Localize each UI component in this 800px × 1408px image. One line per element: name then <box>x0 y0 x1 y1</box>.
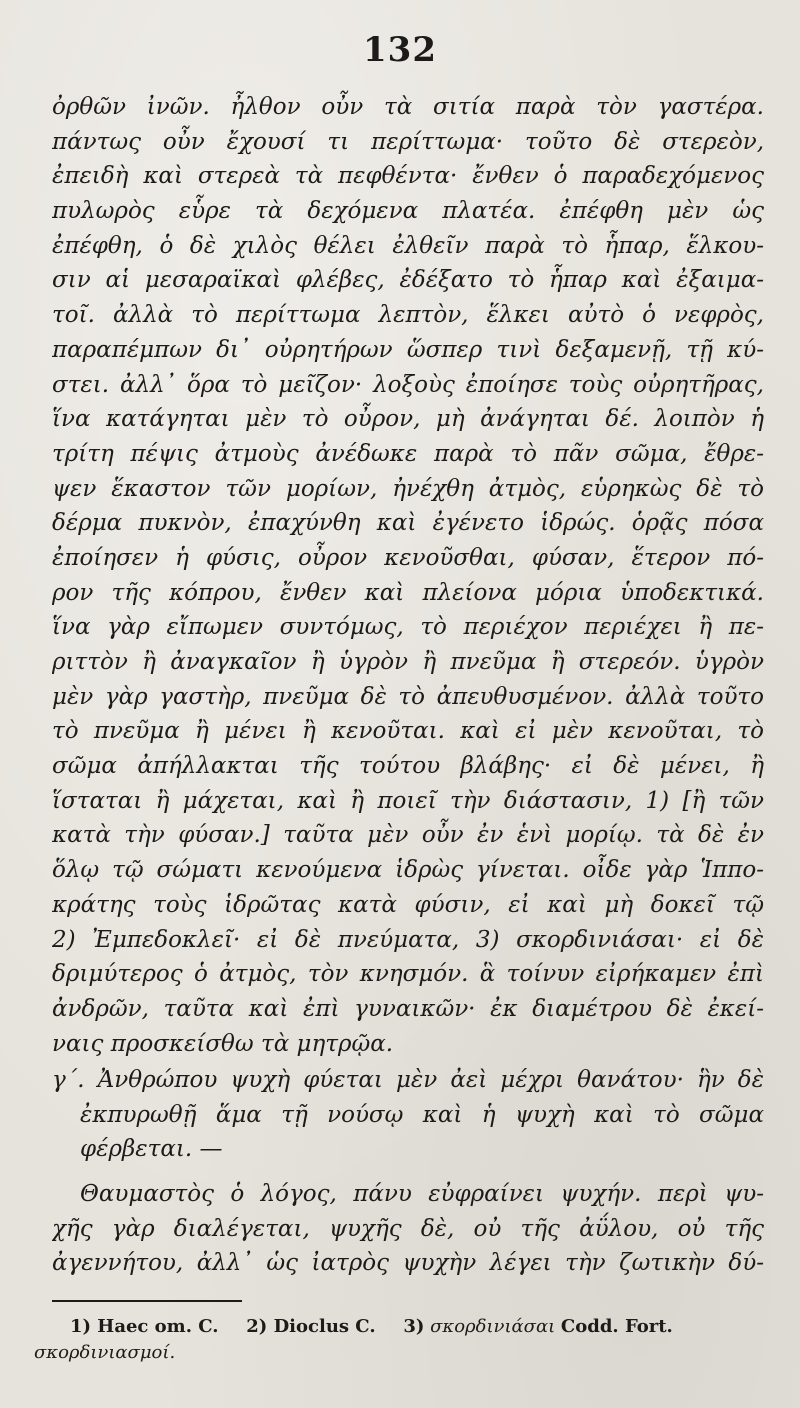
text-line: ναις προσκείσθω τὰ μητρῷα. <box>52 1030 394 1057</box>
footnote-line <box>70 1313 760 1341</box>
aphorism-line: γ΄. Ἀνθρώπου ψυχὴ φύεται μὲν ἀεὶ μέχρι θανάτου· ἣν δὲ <box>52 1067 764 1093</box>
text-line: ἐπειδὴ καὶ στερεὰ τὰ πεφθέντα· ἔνθεν ὁ παραδεχόμενος <box>52 163 764 190</box>
footnote-3-continuation: σκορδινιασμοί. <box>34 1342 176 1363</box>
footnote-3-number: 3) <box>403 1316 425 1337</box>
text-line: ἀνδρῶν, ταῦτα καὶ ἐπὶ γυναικῶν· ἐκ διαμέτρου δὲ ἐκεί- <box>52 995 764 1022</box>
text-line: πάντως οὖν ἔχουσί τι περίττωμα· τοῦτο δὲ στερεὸν, <box>52 128 764 155</box>
text-line: δέρμα πυκνὸν, ἐπαχύνθη καὶ ἐγένετο ἱδρώς. ὁρᾷς πόσα <box>52 510 764 537</box>
footnote-1: 1) Haec om. C. <box>70 1316 219 1337</box>
text-line: μὲν γὰρ γαστὴρ, πνεῦμα δὲ τὸ ἀπευθυσμένον. ἀλλὰ τοῦτο <box>52 683 764 710</box>
footnote-2: 2) Dioclus C. <box>246 1316 376 1337</box>
text-line: στει. ἀλλ᾽ ὅρα τὸ μεῖζον· λοξοὺς ἐποίησε τοὺς οὐρητῆρας, <box>52 371 764 398</box>
commentary <box>52 1177 764 1281</box>
footnote-3-greek: σκορδινιάσαι <box>430 1316 556 1337</box>
text-line: ἵσταται ἢ μάχεται, καὶ ἢ ποιεῖ τὴν διάστασιν, 1) [ἢ τῶν <box>52 787 764 814</box>
commentary-line: Θαυμαστὸς ὁ λόγος, πάνυ εὐφραίνει ψυχήν. περὶ ψυ- <box>80 1181 764 1207</box>
aphorism-gamma <box>52 1063 764 1167</box>
commentary-line: χῆς γὰρ διαλέγεται, ψυχῆς δὲ, οὐ τῆς ἀΰλου, οὐ τῆς <box>52 1215 764 1242</box>
text-line: ἐπέφθη, ὁ δὲ χιλὸς θέλει ἐλθεῖν παρὰ τὸ ἧπαρ, ἕλκου- <box>52 232 764 259</box>
aphorism-line: ἐκπυρωθῇ ἅμα τῇ νούσῳ καὶ ἡ ψυχὴ καὶ τὸ σῶμα <box>80 1101 764 1128</box>
footnote-3-source: Codd. Fort. <box>560 1316 673 1337</box>
text-line: ὀρθῶν ἰνῶν. ἦλθον οὖν τὰ σιτία παρὰ τὸν γαστέρα. <box>52 94 764 120</box>
text-line: κράτης τοὺς ἱδρῶτας κατὰ φύσιν, εἰ καὶ μὴ δοκεῖ τῷ <box>52 891 764 918</box>
main-text <box>52 90 764 1061</box>
text-line: τοῖ. ἀλλὰ τὸ περίττωμα λεπτὸν, ἕλκει αὐτὸ ὁ νεφρὸς, <box>52 302 764 329</box>
text-line: σιν αἱ μεσαραϊκαὶ φλέβες, ἐδέξατο τὸ ἧπαρ καὶ ἐξαιμα- <box>52 267 764 294</box>
text-line: πυλωρὸς εὗρε τὰ δεχόμενα πλατέα. ἐπέφθη μὲν ὡς <box>52 198 764 225</box>
footnote-rule <box>52 1300 242 1302</box>
text-line: κατὰ τὴν φύσαν.] ταῦτα μὲν οὖν ἐν ἑνὶ μορίῳ. τὰ δὲ ἐν <box>52 822 764 849</box>
text-line: τὸ πνεῦμα ἢ μένει ἢ κενοῦται. καὶ εἰ μὲν κενοῦται, τὸ <box>52 718 764 745</box>
text-line: δριμύτερος ὁ ἀτμὸς, τὸν κνησμόν. ἃ τοίνυν εἰρήκαμεν ἐπὶ <box>52 961 764 988</box>
text-line: παραπέμπων δι᾽ οὐρητήρων ὥσπερ τινὶ δεξαμενῇ, τῇ κύ- <box>52 336 764 363</box>
text-line: ρον τῆς κόπρου, ἔνθεν καὶ πλείονα μόρια ὑποδεκτικά. <box>52 579 764 606</box>
text-line: ἵνα κατάγηται μὲν τὸ οὖρον, μὴ ἀνάγηται δέ. λοιπὸν ἡ <box>52 406 764 433</box>
commentary-line: ἀγεννήτου, ἀλλ᾽ ὡς ἰατρὸς ψυχὴν λέγει τὴν ζωτικὴν δύ- <box>52 1250 764 1277</box>
text-line: ὅλῳ τῷ σώματι κενούμενα ἱδρὼς γίνεται. οἶδε γὰρ Ἱππο- <box>52 857 764 884</box>
text-line: 2) Ἐμπεδοκλεῖ· εἰ δὲ πνεύματα, 3) σκορδινιάσαι· εἰ δὲ <box>52 926 764 953</box>
text-line: ἐποίησεν ἡ φύσις, οὖρον κενοῦσθαι, φύσαν, ἕτερον πό- <box>52 544 764 571</box>
text-line: τρίτη πέψις ἀτμοὺς ἀνέδωκε παρὰ τὸ πᾶν σῶμα, ἔθρε- <box>52 440 764 467</box>
text-line: ἵνα γὰρ εἴπωμεν συντόμως, τὸ περιέχον περιέχει ἢ πε- <box>52 614 764 641</box>
page-number: 132 <box>363 30 437 70</box>
text-line: ριττὸν ἢ ἀναγκαῖον ἢ ὑγρὸν ἢ πνεῦμα ἢ στερεόν. ὑγρὸν <box>52 649 764 675</box>
footnotes <box>70 1313 760 1341</box>
text-line: ψεν ἕκαστον τῶν μορίων, ἠνέχθη ἀτμὸς, εὑρηκὼς δὲ τὸ <box>52 475 764 502</box>
aphorism-line: φέρβεται. — <box>80 1136 223 1163</box>
text-line: σῶμα ἀπήλλακται τῆς τούτου βλάβης· εἰ δὲ μένει, ἢ <box>52 753 764 780</box>
